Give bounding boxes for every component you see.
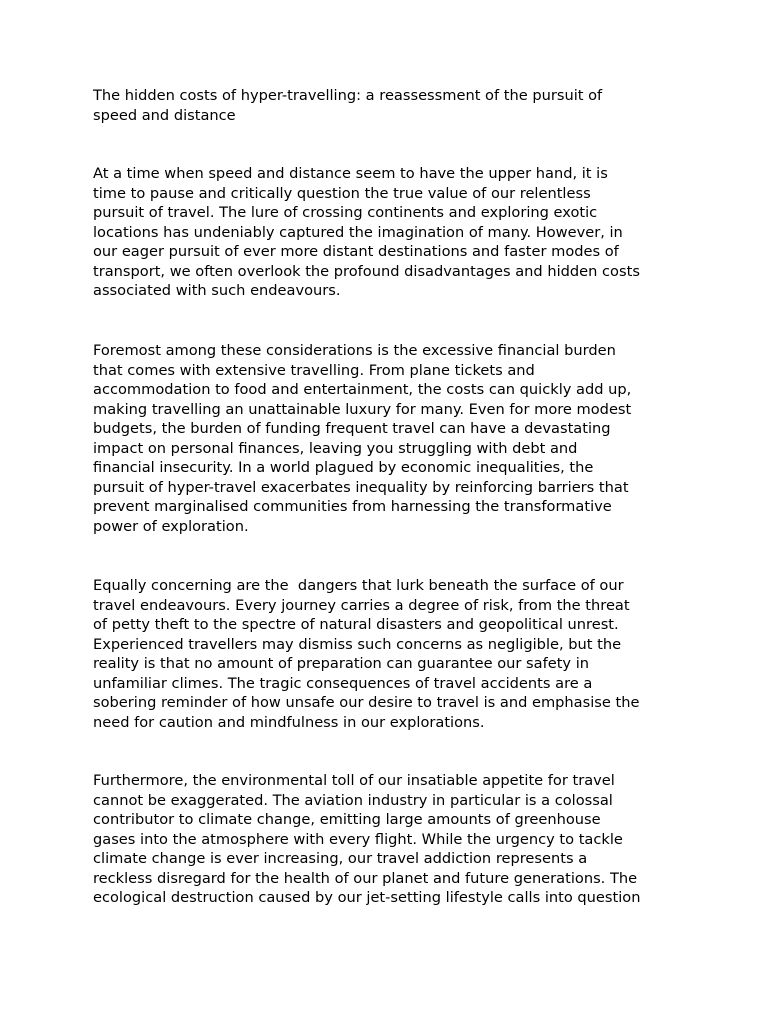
paragraph-dangers	[93, 576, 683, 732]
paragraph-line: budgets, the burden of funding frequent travel can have a devastating	[93, 420, 611, 437]
paragraph-line: transport, we often overlook the profound disadvantages and hidden costs	[93, 262, 640, 280]
paragraph-line: locations has undeniably captured the imagination of many. However, in	[93, 223, 623, 241]
paragraph-line: sobering reminder of how unsafe our desire to travel is and emphasise the	[93, 694, 640, 711]
paragraph-line: associated with such endeavours.	[93, 282, 341, 299]
paragraph-line: unfamiliar climes. The tragic consequences of travel accidents are a	[93, 674, 593, 692]
paragraph-line: pursuit of hyper-travel exacerbates inequality by reinforcing barriers that	[93, 478, 629, 496]
paragraph-line: that comes with extensive travelling. From plane tickets and	[93, 361, 535, 379]
title-line: speed and distance	[93, 106, 236, 124]
paragraph-line: gases into the atmosphere with every flight. While the urgency to tackle	[93, 830, 623, 848]
paragraph-line: Furthermore, the environmental toll of our insatiable appetite for travel	[93, 772, 615, 789]
paragraph-line: ecological destruction caused by our jet-setting lifestyle calls into question	[93, 889, 641, 906]
paragraph-line: reckless disregard for the health of our planet and future generations. The	[93, 869, 638, 887]
paragraph-line: Experienced travellers may dismiss such concerns as negligible, but the	[93, 635, 622, 653]
paragraph-line: pursuit of travel. The lure of crossing continents and exploring exotic	[93, 204, 598, 221]
title-line: The hidden costs of hyper-travelling: a reassessment of the pursuit of	[93, 87, 603, 104]
paragraph-line: Foremost among these considerations is the excessive financial burden	[93, 342, 616, 359]
paragraph-line: of petty theft to the spectre of natural disasters and geopolitical unrest.	[93, 616, 619, 633]
paragraph-financial	[93, 341, 683, 536]
paragraph-line: making travelling an unattainable luxury for many. Even for more modest	[93, 400, 632, 418]
paragraph-line: impact on personal finances, leaving you struggling with debt and	[93, 439, 578, 457]
paragraph-line: time to pause and critically question the true value of our relentless	[93, 184, 591, 202]
paragraph-line: At a time when speed and distance seem to have the upper hand, it is	[93, 165, 608, 182]
paragraph-line: prevent marginalised communities from harnessing the transformative	[93, 498, 612, 515]
paragraph-line: travel endeavours. Every journey carries a degree of risk, from the threat	[93, 596, 630, 614]
paragraph-line: our eager pursuit of ever more distant destinations and faster modes of	[93, 243, 619, 260]
paragraph-line: contributor to climate change, emitting large amounts of greenhouse	[93, 811, 601, 828]
paragraph-line: financial insecurity. In a world plagued by economic inequalities, the	[93, 459, 594, 476]
paragraph-line: power of exploration.	[93, 517, 249, 535]
paragraph-line: need for caution and mindfulness in our explorations.	[93, 713, 485, 731]
paragraph-line: reality is that no amount of preparation can guarantee our safety in	[93, 655, 590, 672]
paragraph-line: climate change is ever increasing, our travel addiction represents a	[93, 850, 588, 867]
paragraph-environment	[93, 771, 683, 908]
paragraph-intro	[93, 164, 683, 301]
paragraph-line: accommodation to food and entertainment, the costs can quickly add up,	[93, 381, 632, 398]
paragraph-line: cannot be exaggerated. The aviation industry in particular is a colossal	[93, 791, 613, 809]
document-title	[93, 86, 683, 125]
paragraph-line: Equally concerning are the dangers that lurk beneath the surface of our	[93, 577, 624, 594]
